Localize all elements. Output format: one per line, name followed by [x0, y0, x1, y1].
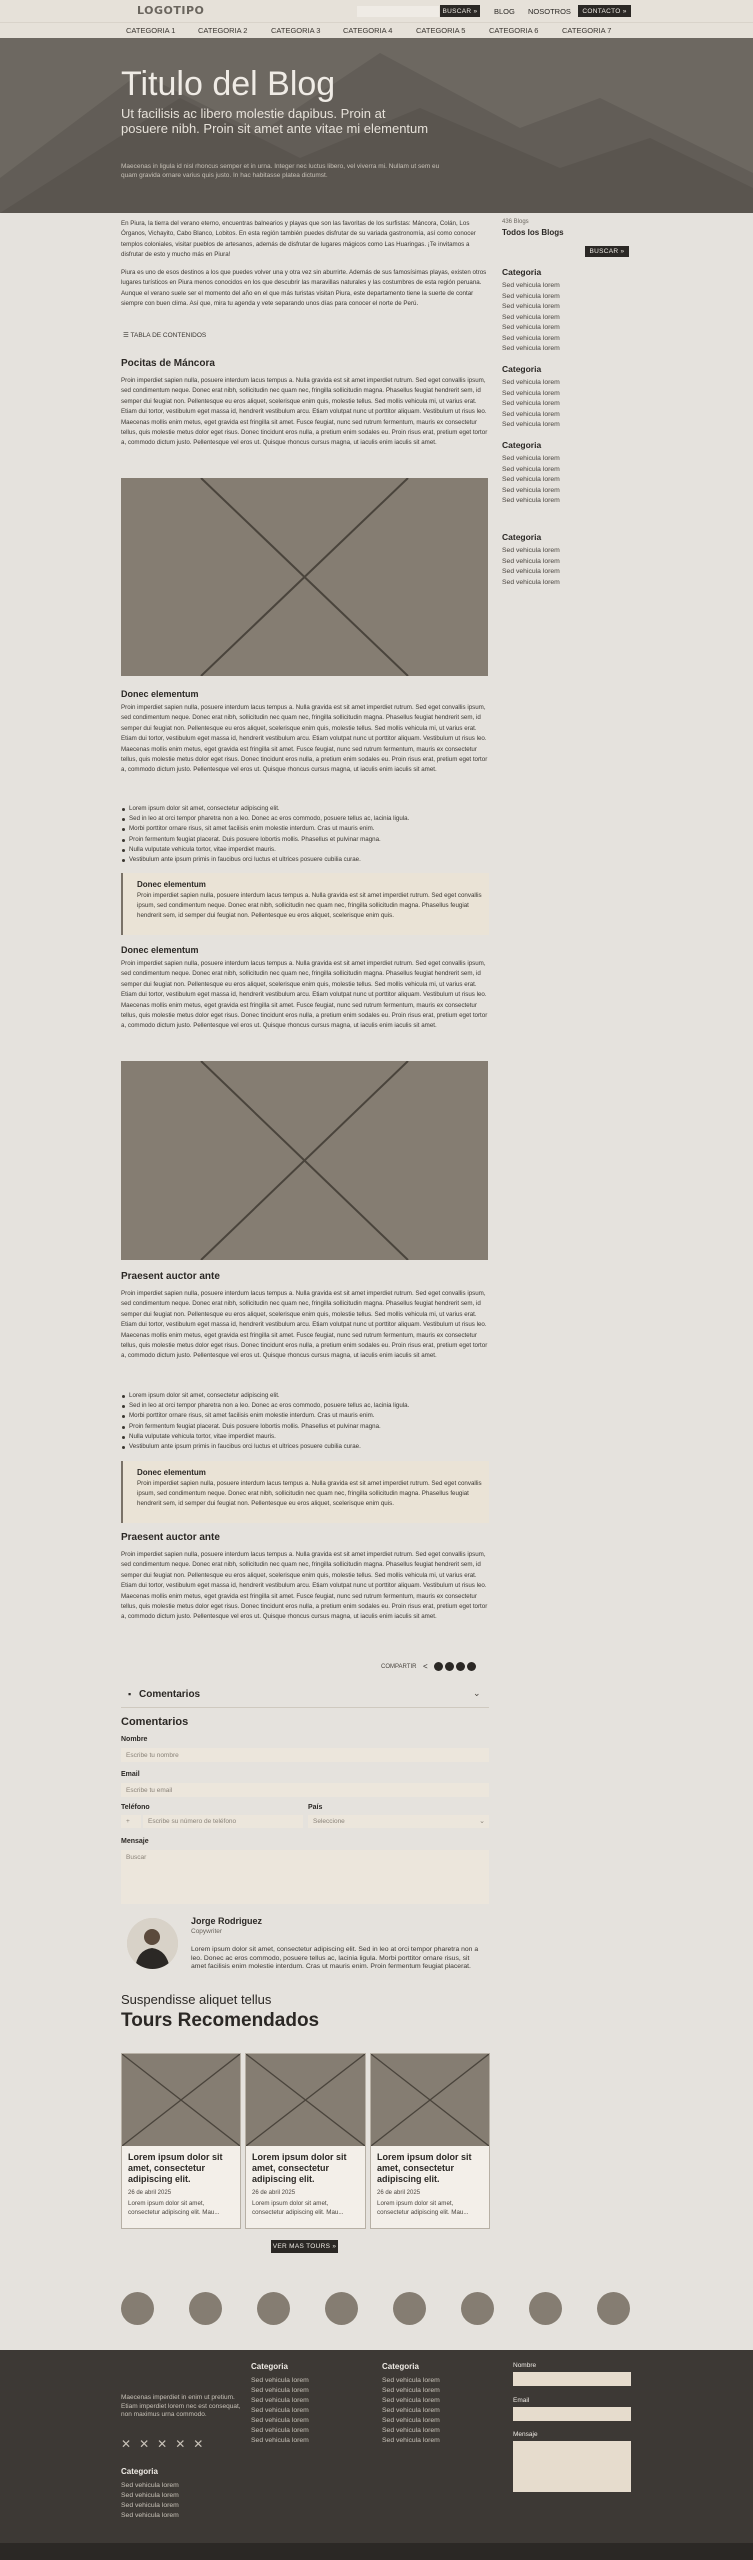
- hero-subtitle: Ut facilisis ac libero molestie dapibus. Proin at posuere nibh. Proin sit amet ante vitae mi elementum: [121, 106, 429, 136]
- list-item: Proin fermentum feugiat placerat. Duis posuere lobortis mollis. Phasellus et pulvinar magna.: [121, 1422, 491, 1432]
- footer-link[interactable]: Sed vehicula lorem: [382, 2407, 440, 2414]
- list-item: Morbi porttitor ornare risus, sit amet facilisis enim molestie interdum. Cras ut mauris enim.: [121, 824, 491, 834]
- sidebar-link[interactable]: Sed vehicula lorem: [502, 421, 560, 428]
- footer-link[interactable]: Sed vehicula lorem: [382, 2437, 440, 2444]
- sidebar-link[interactable]: Sed vehicula lorem: [502, 476, 560, 483]
- phone-prefix-select[interactable]: +: [121, 1815, 141, 1828]
- logo[interactable]: LOGOTIPO: [137, 4, 205, 17]
- tour-card-date: 26 de abril 2025: [377, 2190, 421, 2196]
- footer-link[interactable]: Sed vehicula lorem: [251, 2427, 309, 2434]
- footer-link[interactable]: Sed vehicula lorem: [121, 2502, 179, 2509]
- footer-email-label: Email: [513, 2397, 530, 2404]
- list-icon: ☰: [123, 332, 131, 339]
- sidebar-link[interactable]: Sed vehicula lorem: [502, 389, 560, 397]
- name-field[interactable]: Escribe tu nombre: [121, 1748, 489, 1762]
- article-paragraph-5: Proin imperdiet sapien nulla, posuere interdum lacus tempus a. Nulla gravida est sit amet imperdiet rutrum. Sed eget convallis ipsum, sed condimentum neque. Donec erat nibh, sollicitudin nec quam nec, fringilla sollicitudin magna. Phasellus feugiat hendrerit sem, id semper dui feugiat non. Pellentesque eu eros aliquet, scelerisque enim quis, molestie tellus. Sed mollis vehicula mi, ut varius erat. Etiam dui tortor, vestibulum eget massa id, hendrerit vestibulum arcu. Etiam volutpat nunc ut porttitor aliquam. Vestibulum ut risus leo. Maecenas mollis enim metus, eget gravida est fringilla sit amet. Fusce feugiat, nunc sed rutrum fermentum, mauris ex consectetur tellus, quis molestie metus dolor eget risus. Donec tincidunt eros nulla, a pretium enim sodales eu. Proin risus erat, pretium eget tortor a, commodo dictum justo. Pellentesque vel eros ut. Quisque rhoncus cursus magna, ut iaculis enim iaculis sit amet.: [121, 1551, 488, 1621]
- section-heading-praesent-2: Praesent auctor ante: [121, 1532, 220, 1543]
- x-icon[interactable]: [456, 1662, 465, 1671]
- tours-title: Tours Recomendados: [121, 2010, 320, 2031]
- section-heading-praesent-1: Praesent auctor ante: [121, 1271, 220, 1282]
- image-placeholder-1: [121, 478, 488, 676]
- tour-card-image: [246, 2054, 365, 2146]
- bullet-list-2: [121, 1391, 491, 1452]
- author-bio: Lorem ipsum dolor sit amet, consectetur adipiscing elit. Sed in leo at orci tempor pharetra non a leo. Donec ac eros commodo, posuere tellus ac, lacinia ligula. Morbi porttitor ornare risus, sit amet facilisis enim molestie interdum. Cras ut mauris enim. Proin fermentum feugiat placerat.: [191, 1946, 479, 1971]
- sidebar-link[interactable]: Sed vehicula lorem: [502, 324, 560, 331]
- sidebar-category-title: Categoria: [502, 532, 542, 542]
- footer-link[interactable]: Sed vehicula lorem: [382, 2397, 440, 2404]
- partner-logo: [121, 2292, 154, 2325]
- image-placeholder-2: [121, 1061, 488, 1260]
- nav-category-7[interactable]: CATEGORIA 7: [562, 26, 612, 35]
- contact-button[interactable]: CONTACTO »: [578, 5, 631, 17]
- chevron-down-icon: ⌄: [479, 1818, 485, 1825]
- sidebar-link[interactable]: Sed vehicula lorem: [502, 334, 560, 342]
- partner-logo: [257, 2292, 290, 2325]
- list-item: Lorem ipsum dolor sit amet, consectetur adipiscing elit.: [121, 1391, 491, 1401]
- list-item: Lorem ipsum dolor sit amet, consectetur adipiscing elit.: [121, 804, 491, 814]
- sidebar-link[interactable]: Sed vehicula lorem: [502, 410, 560, 418]
- sidebar-link[interactable]: Sed vehicula lorem: [502, 455, 560, 462]
- name-label: Nombre: [121, 1736, 148, 1743]
- sidebar-link[interactable]: Sed vehicula lorem: [502, 547, 560, 554]
- sidebar-list-3: [502, 454, 560, 507]
- sidebar-link[interactable]: Sed vehicula lorem: [502, 303, 560, 310]
- tour-card-title: Lorem ipsum dolor sit amet, consectetur adipiscing elit.: [252, 2152, 347, 2184]
- email-label: Email: [121, 1771, 140, 1778]
- list-item: Vestibulum ante ipsum primis in faucibus orci luctus et ultrices posuere cubilia curae.: [121, 1442, 491, 1452]
- quote-heading: Donec elementum: [137, 880, 206, 889]
- sidebar-list-1: [502, 281, 560, 355]
- intro-paragraph-2: Piura es uno de esos destinos a los que puedes volver una y otra vez sin aburrirte. Además de sus famosísimas playas, existen otros lugares turísticos en Piura menos conocidos en los que descubrir las maravillas naturales y las costumbres de esta región peruana. Aunque el verano suele ser el momento del año en el que más turistas visitan Piura, este departamento tiene la suerte de contar siempre con buen clima. Así que, mira tu agenda y vete separando unos días para conocer el norte de Perú.: [121, 269, 487, 308]
- comments-toggle-label: Comentarios: [139, 1689, 201, 1700]
- sidebar-link[interactable]: Sed vehicula lorem: [502, 282, 560, 289]
- quote-text: Proin imperdiet sapien nulla, posuere interdum lacus tempus a. Nulla gravida est sit amet imperdiet rutrum. Sed eget convallis ipsum, sed condimentum neque. Donec erat nibh, sollicitudin nec quam nec, fringilla sollicitudin magna. Phasellus feugiat hendrerit sem, id semper dui feugiat non. Pellentesque eu eros aliquet, scelerisque enim quis.: [137, 1480, 482, 1508]
- avatar: [127, 1918, 178, 1969]
- list-item: Sed in leo at orci tempor pharetra non a leo. Donec ac eros commodo, posuere tellus ac, lacinia ligula.: [121, 1401, 491, 1411]
- tour-card-excerpt: Lorem ipsum dolor sit amet, consectetur adipiscing elit. Mau...: [252, 2200, 344, 2216]
- tour-card-excerpt: Lorem ipsum dolor sit amet, consectetur adipiscing elit. Mau...: [128, 2200, 220, 2216]
- footer-link[interactable]: Sed vehicula lorem: [382, 2387, 440, 2394]
- quote-text: Proin imperdiet sapien nulla, posuere interdum lacus tempus a. Nulla gravida est sit amet imperdiet rutrum. Sed eget convallis ipsum, sed condimentum neque. Donec erat nibh, sollicitudin nec quam nec, fringilla sollicitudin magna. Phasellus feugiat hendrerit sem, id semper dui feugiat non. Pellentesque eu eros aliquet, scelerisque enim quis.: [137, 892, 482, 920]
- nav-category-4[interactable]: CATEGORIA 4: [343, 26, 393, 35]
- sidebar-link[interactable]: Sed vehicula lorem: [502, 345, 560, 352]
- table-of-contents-toggle[interactable]: [123, 331, 206, 339]
- tour-card-date: 26 de abril 2025: [252, 2190, 296, 2196]
- tour-card-2[interactable]: [245, 2053, 366, 2229]
- footer-link[interactable]: Sed vehicula lorem: [251, 2377, 309, 2384]
- sidebar-link[interactable]: Sed vehicula lorem: [502, 379, 560, 386]
- partner-logo: [461, 2292, 494, 2325]
- nav-category-1[interactable]: CATEGORIA 1: [126, 26, 176, 35]
- tour-card-date: 26 de abril 2025: [128, 2190, 172, 2196]
- list-item: Morbi porttitor ornare risus, sit amet facilisis enim molestie interdum. Cras ut mauris enim.: [121, 1411, 491, 1421]
- footer-link[interactable]: Sed vehicula lorem: [382, 2417, 440, 2424]
- footer-email-field[interactable]: [513, 2407, 631, 2421]
- sidebar-link[interactable]: Sed vehicula lorem: [502, 292, 560, 300]
- list-item: Vestibulum ante ipsum primis in faucibus orci luctus et ultrices posuere cubilia curae.: [121, 855, 491, 865]
- placeholder-cross-icon: [121, 478, 488, 676]
- sidebar-link[interactable]: Sed vehicula lorem: [502, 486, 560, 494]
- phone-label: Teléfono: [121, 1804, 150, 1811]
- social-icon[interactable]: ✕: [175, 2437, 186, 2451]
- bullet-list-1: [121, 804, 491, 865]
- tour-card-title: Lorem ipsum dolor sit amet, consectetur adipiscing elit.: [128, 2152, 223, 2184]
- sidebar-category-title: Categoria: [502, 364, 542, 374]
- linkedin-icon[interactable]: [467, 1662, 476, 1671]
- sidebar-link[interactable]: Sed vehicula lorem: [502, 578, 560, 586]
- nav-category-6[interactable]: CATEGORIA 6: [489, 26, 539, 35]
- list-item: Nulla vulputate vehicula tortor, vitae imperdiet mauris.: [121, 1432, 491, 1442]
- footer-category-title: Categoria: [251, 2362, 288, 2371]
- social-icon[interactable]: ✕: [193, 2437, 204, 2451]
- partner-logo: [189, 2292, 222, 2325]
- sidebar-link[interactable]: Sed vehicula lorem: [502, 313, 560, 321]
- message-textarea[interactable]: Buscar: [121, 1850, 489, 1904]
- article-paragraph-4: Proin imperdiet sapien nulla, posuere interdum lacus tempus a. Nulla gravida est sit amet imperdiet rutrum. Sed eget convallis ipsum, sed condimentum neque. Donec erat nibh, sollicitudin nec quam nec, fringilla sollicitudin magna. Phasellus feugiat hendrerit sem, id semper dui feugiat non. Pellentesque eu eros aliquet, scelerisque enim quis, molestie tellus. Sed mollis vehicula mi, ut varius erat. Etiam dui tortor, vestibulum eget massa id, hendrerit vestibulum arcu. Etiam volutpat nunc ut porttitor aliquam. Vestibulum ut risus leo. Maecenas mollis enim metus, eget gravida est fringilla sit amet. Fusce feugiat, nunc sed rutrum fermentum, mauris ex consectetur tellus, quis molestie metus dolor eget risus. Donec tincidunt eros nulla, a pretium enim sodales eu. Proin risus erat, pretium eget tortor a, commodo dictum justo. Pellentesque vel eros ut. Quisque rhoncus cursus magna, ut iaculis enim iaculis sit amet.: [121, 1290, 488, 1360]
- hero-description: Maecenas in ligula id nisl rhoncus semper et in urna. Integer nec luctus libero, vel viverra mi. Nullam ut sem eu quam gravida ornare varius quis justo. In hac habitasse platea dictumst.: [121, 163, 440, 179]
- footer-list-1: [251, 2376, 309, 2446]
- footer-link[interactable]: Sed vehicula lorem: [251, 2417, 309, 2424]
- footer-link[interactable]: Sed vehicula lorem: [251, 2397, 309, 2404]
- tour-card-excerpt: Lorem ipsum dolor sit amet, consectetur adipiscing elit. Mau...: [377, 2200, 469, 2216]
- section-heading-donec-1: Donec elementum: [121, 689, 199, 699]
- footer-link[interactable]: Sed vehicula lorem: [382, 2427, 440, 2434]
- avatar-person-image: [127, 1918, 178, 1969]
- tour-card-3[interactable]: [370, 2053, 490, 2229]
- tour-card-image: [371, 2054, 489, 2146]
- sidebar-link[interactable]: Sed vehicula lorem: [502, 400, 560, 407]
- share-icons: [423, 1662, 476, 1671]
- instagram-icon[interactable]: [445, 1662, 454, 1671]
- country-value: Seleccione: [313, 1818, 345, 1825]
- share-label: COMPARTIR: [381, 1664, 417, 1670]
- nav-category-3[interactable]: CATEGORIA 3: [271, 26, 321, 35]
- chevron-down-icon: ⌄: [473, 1688, 481, 1698]
- footer-link[interactable]: Sed vehicula lorem: [121, 2512, 179, 2519]
- article-paragraph-2: Proin imperdiet sapien nulla, posuere interdum lacus tempus a. Nulla gravida est sit amet imperdiet rutrum. Sed eget convallis ipsum, sed condimentum neque. Donec erat nibh, sollicitudin nec quam nec, fringilla sollicitudin magna. Phasellus feugiat hendrerit sem, id semper dui feugiat non. Pellentesque eu eros aliquet, scelerisque enim quis, molestie tellus. Sed mollis vehicula mi, ut varius erat. Etiam dui tortor, vestibulum eget massa id, hendrerit vestibulum arcu. Etiam volutpat nunc ut porttitor aliquam. Vestibulum ut risus leo. Maecenas mollis enim metus, eget gravida est fringilla sit amet. Fusce feugiat, nunc sed rutrum fermentum, mauris ex consectetur tellus, quis molestie metus dolor eget risus. Donec tincidunt eros nulla, a pretium enim sodales eu. Proin risus erat, pretium eget tortor a, commodo dictum justo. Pellentesque vel eros ut. Quisque rhoncus cursus magna, ut iaculis enim iaculis sit amet.: [121, 704, 488, 774]
- sidebar-search-button[interactable]: BUSCAR »: [585, 246, 629, 257]
- placeholder-cross-icon: [121, 1061, 488, 1260]
- search-input[interactable]: [357, 6, 439, 17]
- partner-logo: [597, 2292, 630, 2325]
- page-title: Titulo del Blog: [121, 65, 336, 103]
- footer-category-title: Categoria: [121, 2467, 158, 2476]
- social-icon[interactable]: ✕: [139, 2437, 150, 2451]
- sidebar-link[interactable]: Sed vehicula lorem: [502, 568, 560, 575]
- footer-link[interactable]: Sed vehicula lorem: [382, 2377, 440, 2384]
- sidebar-category-title: Categoria: [502, 267, 542, 277]
- footer-name-label: Nombre: [513, 2362, 537, 2369]
- nav-category-2[interactable]: CATEGORIA 2: [198, 26, 248, 35]
- nav-nosotros[interactable]: NOSOTROS: [528, 7, 571, 16]
- facebook-icon[interactable]: [434, 1662, 443, 1671]
- footer-list-2: [382, 2376, 440, 2446]
- footer: [0, 2350, 753, 2543]
- phone-field[interactable]: Escribe su número de teléfono: [143, 1815, 303, 1828]
- placeholder-cross-icon: [246, 2054, 365, 2146]
- country-select[interactable]: [308, 1815, 489, 1828]
- footer-about: Maecenas imperdiet in enim ut pretium. Etiam imperdiet lorem nec est consequat, non maximus urna commodo.: [121, 2394, 241, 2418]
- more-tours-button[interactable]: VER MAS TOURS »: [271, 2240, 338, 2253]
- footer-message-label: Mensaje: [513, 2431, 538, 2438]
- all-blogs-link[interactable]: Todos los Blogs: [502, 228, 564, 237]
- placeholder-cross-icon: [122, 2054, 240, 2146]
- footer-list-3: [121, 2481, 179, 2521]
- social-icon[interactable]: ✕: [121, 2437, 132, 2451]
- footer-category-title: Categoria: [382, 2362, 419, 2371]
- tour-card-title: Lorem ipsum dolor sit amet, consectetur adipiscing elit.: [377, 2152, 472, 2184]
- partner-logo: [529, 2292, 562, 2325]
- tour-card-1[interactable]: [121, 2053, 241, 2229]
- author-role: Copywriter: [191, 1928, 223, 1935]
- social-icon[interactable]: ✕: [157, 2437, 168, 2451]
- blog-count: 436 Blogs: [502, 219, 529, 225]
- country-label: País: [308, 1804, 323, 1811]
- sidebar-category-title: Categoria: [502, 440, 542, 450]
- sidebar-link[interactable]: Sed vehicula lorem: [502, 557, 560, 565]
- footer-link[interactable]: Sed vehicula lorem: [251, 2407, 309, 2414]
- quote-heading: Donec elementum: [137, 1468, 206, 1477]
- tour-card-image: [122, 2054, 240, 2146]
- comments-accordion[interactable]: [121, 1683, 489, 1708]
- footer-name-field[interactable]: [513, 2372, 631, 2386]
- list-item: Proin fermentum feugiat placerat. Duis posuere lobortis mollis. Phasellus et pulvinar magna.: [121, 835, 491, 845]
- sidebar-list-4: [502, 546, 560, 588]
- author-name: Jorge Rodriguez: [191, 1916, 263, 1926]
- partner-logo: [325, 2292, 358, 2325]
- nav-blog[interactable]: BLOG: [494, 7, 515, 16]
- list-item: Nulla vulputate vehicula tortor, vitae imperdiet mauris.: [121, 845, 491, 855]
- footer-message-field[interactable]: [513, 2441, 631, 2492]
- blockquote-2: [121, 1461, 489, 1523]
- blockquote-1: [121, 873, 489, 935]
- toc-label: TABLA DE CONTENIDOS: [130, 332, 207, 339]
- footer-link[interactable]: Sed vehicula lorem: [121, 2492, 179, 2499]
- article-paragraph-1: Proin imperdiet sapien nulla, posuere interdum lacus tempus a. Nulla gravida est sit amet imperdiet rutrum. Sed eget convallis ipsum, sed condimentum neque. Donec erat nibh, sollicitudin nec quam nec, fringilla sollicitudin magna. Phasellus feugiat hendrerit sem, id semper dui feugiat non. Pellentesque eu eros aliquet, scelerisque enim quis, molestie tellus. Sed mollis vehicula mi, ut varius erat. Etiam dui tortor, vestibulum eget massa id, hendrerit vestibulum arcu. Etiam volutpat nunc ut porttitor aliquam. Vestibulum ut risus leo. Maecenas mollis enim metus, eget gravida est fringilla sit amet. Fusce feugiat, nunc sed rutrum fermentum, mauris ex consectetur tellus, quis molestie metus dolor eget risus. Donec tincidunt eros nulla, a pretium enim sodales eu. Proin risus erat, pretium eget tortor a, commodo dictum justo. Pellentesque vel eros ut. Quisque rhoncus cursus magna, ut iaculis enim iaculis sit amet.: [121, 377, 488, 447]
- partner-logo: [393, 2292, 426, 2325]
- social-icons: [121, 2437, 203, 2451]
- comments-title: Comentarios: [121, 1716, 189, 1728]
- article-paragraph-3: Proin imperdiet sapien nulla, posuere interdum lacus tempus a. Nulla gravida est sit amet imperdiet rutrum. Sed eget convallis ipsum, sed condimentum neque. Donec erat nibh, sollicitudin nec quam nec, fringilla sollicitudin magna. Phasellus feugiat hendrerit sem, id semper dui feugiat non. Pellentesque eu eros aliquet, scelerisque enim quis, molestie tellus. Sed mollis vehicula mi, ut varius erat. Etiam dui tortor, vestibulum eget massa id, hendrerit vestibulum arcu. Etiam volutpat nunc ut porttitor aliquam. Vestibulum ut risus leo. Maecenas mollis enim metus, eget gravida est fringilla sit amet. Fusce feugiat, nunc sed rutrum fermentum, mauris ex consectetur tellus, quis molestie metus dolor eget risus. Donec tincidunt eros nulla, a pretium enim sodales eu. Proin risus erat, pretium eget tortor a, commodo dictum justo. Pellentesque vel eros ut. Quisque rhoncus cursus magna, ut iaculis enim iaculis sit amet.: [121, 960, 488, 1030]
- footer-link[interactable]: Sed vehicula lorem: [121, 2482, 179, 2489]
- section-heading-pocitas: Pocitas de Máncora: [121, 358, 215, 369]
- placeholder-cross-icon: [371, 2054, 489, 2146]
- email-field[interactable]: Escribe tu email: [121, 1783, 489, 1797]
- footer-link[interactable]: Sed vehicula lorem: [251, 2387, 309, 2394]
- footer-bottom-bar: [0, 2543, 753, 2560]
- list-item: Sed in leo at orci tempor pharetra non a leo. Donec ac eros commodo, posuere tellus ac, lacinia ligula.: [121, 814, 491, 824]
- sidebar-link[interactable]: Sed vehicula lorem: [502, 465, 560, 473]
- sidebar-link[interactable]: Sed vehicula lorem: [502, 497, 560, 504]
- comment-icon: ▪: [128, 1689, 132, 1699]
- intro-paragraph-1: En Piura, la tierra del verano eterno, encuentras balnearios y playas que son las favoritas de los surfistas: Máncora, Colán, Los Órganos, Vichayito, Cabo Blanco, Lobitos. En esta región también puedes disfrutar de su variada gastronomía, así como conocer templos coloniales, visitar pueblos de artesanos, además de disfrutar de lugares mágicos como Las Huaringas. ¡Te invitamos a disfrutar de esto y mucho más en Piura!: [121, 220, 476, 259]
- section-heading-donec-2: Donec elementum: [121, 945, 199, 955]
- sidebar-list-2: [502, 378, 560, 431]
- tours-kicker: Suspendisse aliquet tellus: [121, 1992, 272, 2007]
- search-button[interactable]: BUSCAR »: [440, 5, 480, 17]
- message-label: Mensaje: [121, 1838, 149, 1845]
- footer-link[interactable]: Sed vehicula lorem: [251, 2437, 309, 2444]
- nav-category-5[interactable]: CATEGORIA 5: [416, 26, 466, 35]
- share-icon[interactable]: <: [423, 1662, 428, 1671]
